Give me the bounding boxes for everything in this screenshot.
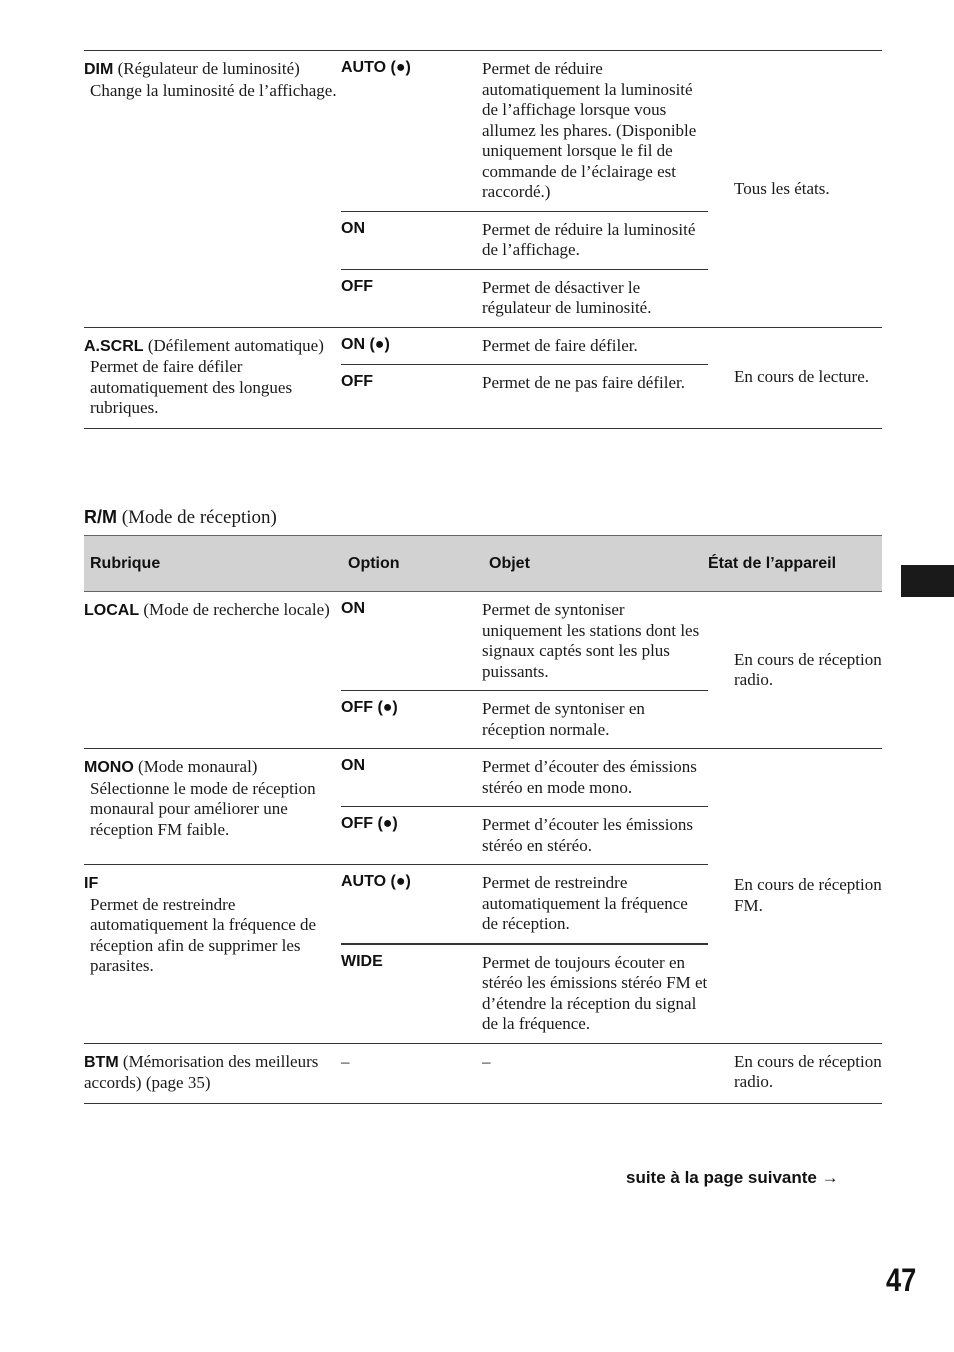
- option-object: Permet de désactiver le régulateur de luminosité.: [482, 277, 652, 317]
- option-object: Permet de réduire automatiquement la luminosité de l’affichage lorsque vous allumez les phares. (Disponible uniquement lorsque le fil de commande de l’éclairage est raccordé.): [482, 59, 697, 201]
- option-row: [341, 592, 708, 691]
- sub-group-mono: [84, 749, 708, 865]
- item-description: Change la luminosité de l’affichage.: [90, 80, 337, 100]
- table-header: [84, 535, 882, 592]
- option-label: OFF (●): [341, 815, 398, 832]
- option-row: [341, 865, 708, 945]
- item-name: IF: [84, 875, 99, 892]
- item-name: DIM: [84, 61, 114, 78]
- option-object: Permet de syntoniser en réception normale.: [482, 699, 645, 739]
- item-name: LOCAL: [84, 602, 140, 619]
- option-row: [341, 945, 708, 1043]
- option-label: ON: [341, 757, 365, 774]
- mono-if-block: [84, 749, 708, 1043]
- table-row-dim: [84, 51, 882, 328]
- option-row: [341, 1044, 708, 1081]
- option-row: [341, 365, 708, 402]
- item-qualifier: (Mode monaural): [138, 757, 258, 776]
- option-object: Permet de ne pas faire défiler.: [482, 373, 685, 392]
- item-name: BTM: [84, 1053, 119, 1071]
- options-cell: [341, 865, 708, 1043]
- option-row: [341, 807, 708, 864]
- item-qualifier: (Mode de recherche locale): [143, 600, 330, 619]
- options-cell: [341, 1044, 708, 1103]
- table-row-local: [84, 592, 882, 749]
- state-cell: En cours de réception FM.: [734, 875, 882, 915]
- item-description: Permet de faire défiler automatiquement des longues rubriques.: [90, 357, 293, 417]
- table-row-btm: [84, 1044, 882, 1104]
- option-row: [341, 51, 708, 212]
- state-cell: En cours de réception radio.: [734, 649, 882, 689]
- item-qualifier: (Régulateur de luminosité): [117, 59, 300, 78]
- options-cell: [341, 592, 708, 748]
- continued-note: suite à la page suivante →: [626, 1168, 839, 1187]
- item-cell-ascrl: [84, 328, 341, 428]
- option-object: Permet de toujours écouter en stéréo les émissions stéréo FM et d’étendre la réception du signal de la fréquence.: [482, 952, 708, 1033]
- section-name: (Mode de réception): [121, 507, 277, 528]
- option-object: –: [482, 1051, 491, 1071]
- option-label: AUTO (●): [341, 873, 411, 890]
- state-cell: En cours de lecture.: [734, 367, 869, 387]
- chapter-tab-marker: [901, 565, 954, 597]
- item-cell-dim: [84, 51, 341, 327]
- table-row-ascrl: [84, 328, 882, 429]
- item-name: A.SCRL: [84, 337, 144, 355]
- option-object: Permet d’écouter des émissions stéréo en mode mono.: [482, 757, 697, 797]
- item-cell-local: [84, 592, 341, 748]
- option-object: Permet d’écouter les émissions stéréo en stéréo.: [482, 815, 694, 855]
- option-row: [341, 749, 708, 807]
- state-cell: En cours de réception radio.: [734, 1051, 882, 1091]
- option-row: [341, 328, 708, 366]
- item-name: MONO: [84, 759, 134, 776]
- section-code: R/M: [84, 507, 117, 527]
- option-object: Permet de syntoniser uniquement les stations dont les signaux captés sont les plus puissants.: [482, 600, 700, 681]
- options-cell: [341, 328, 708, 428]
- option-label: OFF (●): [341, 699, 398, 716]
- header-objet: Objet: [489, 554, 530, 572]
- header-option: Option: [348, 554, 400, 572]
- option-label: ON (●): [341, 335, 390, 353]
- item-description: Permet de restreindre automatiquement la fréquence de réception afin de supprimer les parasites.: [90, 894, 317, 975]
- table-row-mono-if: [84, 749, 882, 1044]
- item-qualifier: (Défilement automatique): [147, 335, 324, 355]
- header-etat: État de l’appareil: [708, 554, 837, 572]
- item-cell-if: [84, 865, 341, 1043]
- options-cell: [341, 51, 708, 327]
- settings-table-display: [84, 50, 882, 429]
- option-row: [341, 270, 708, 327]
- state-cell: Tous les états.: [734, 178, 830, 198]
- option-object: Permet de restreindre automatiquement la fréquence de réception.: [482, 873, 688, 933]
- option-object: Permet de réduire la luminosité de l’affichage.: [482, 219, 696, 259]
- option-row: [341, 691, 708, 748]
- page-number: 47: [886, 1262, 917, 1298]
- option-label: WIDE: [341, 952, 383, 970]
- option-label: ON: [341, 600, 365, 617]
- item-cell-mono: [84, 749, 341, 864]
- sub-group-if: [84, 865, 708, 1043]
- option-label: OFF: [341, 373, 373, 390]
- header-rubrique: Rubrique: [90, 554, 161, 572]
- options-cell: [341, 749, 708, 864]
- settings-table-reception: [84, 535, 882, 1104]
- option-label: AUTO (●): [341, 59, 411, 76]
- section-title: [84, 507, 277, 529]
- item-description: Sélectionne le mode de réception monaural pour améliorer une réception FM faible.: [90, 778, 316, 839]
- option-object: Permet de faire défiler.: [482, 335, 638, 355]
- option-row: [341, 212, 708, 270]
- option-label: OFF: [341, 277, 373, 295]
- option-label: –: [341, 1051, 350, 1071]
- item-qualifier: (Mémorisation des meilleurs accords) (page 35): [84, 1051, 319, 1092]
- option-label: ON: [341, 219, 365, 237]
- item-cell-btm: [84, 1044, 341, 1103]
